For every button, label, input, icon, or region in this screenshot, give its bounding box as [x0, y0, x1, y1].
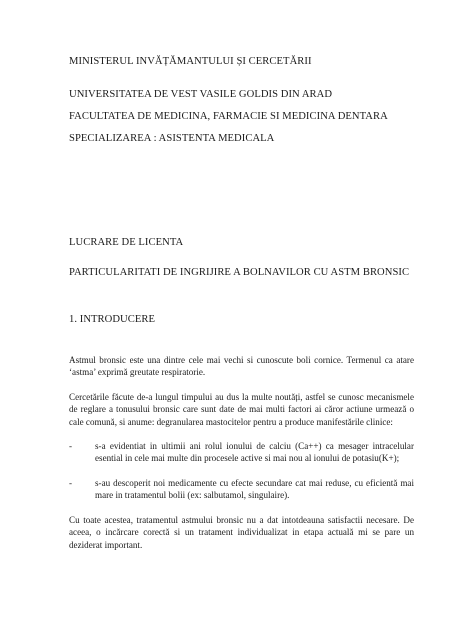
bullet-text: s-au descoperit noi medicamente cu efecte secundare cat mai reduse, cu eficientă mai mare in tratamentul bolii (ex: salbutamol, singulaire). [95, 478, 414, 501]
intro-paragraph-2: Cercetările făcute de-a lungul timpului au dus la multe noutăți, astfel se cunosc mecanismele de reglare a tonusului bronsic care sunt date de mai multi factori ai căror actiune urmează o cale comună, si anume: degranularea mastocitelor pentru a produce manifestările clinice: [69, 392, 414, 427]
list-item [69, 440, 414, 465]
thesis-type: LUCRARE DE LICENTA [69, 237, 184, 248]
university-heading: UNIVERSITATEA DE VEST VASILE GOLDIS DIN ARAD [69, 89, 333, 100]
bullet-dash: - [69, 441, 73, 451]
intro-paragraph-1: Astmul bronsic este una dintre cele mai vechi si cunoscute boli cornice. Termenul ca atare ‘astma’ exprimă greutate respiratorie. [69, 355, 414, 378]
thesis-title: PARTICULARITATI DE INGRIJIRE A BOLNAVILOR CU ASTM BRONSIC [69, 267, 410, 278]
faculty-heading: FACULTATEA DE MEDICINA, FARMACIE SI MEDICINA DENTARA [69, 111, 388, 122]
bullet-text: s-a evidentiat in ultimii ani rolul ionului de calciu (Ca++) ca mesager intracelular esential in cele mai multe din procesele active si mai nou al ionului de potasiu(K+); [95, 441, 414, 464]
intro-paragraph-3: Cu toate acestea, tratamentul astmului bronsic nu a dat intotdeauna satisfactii necesare. De aceea, o incărcare corectă si un tratament individualizat in etapa actuală mi se pare un deziderat important. [69, 515, 414, 550]
bullet-dash: - [69, 478, 73, 488]
section-heading: 1. INTRODUCERE [69, 314, 156, 325]
specialization-heading: SPECIALIZAREA : ASISTENTA MEDICALA [69, 133, 275, 144]
ministry-heading: MINISTERUL INVĂȚĂMANTULUI ȘI CERCETĂRII [69, 56, 312, 67]
list-item [69, 477, 414, 502]
